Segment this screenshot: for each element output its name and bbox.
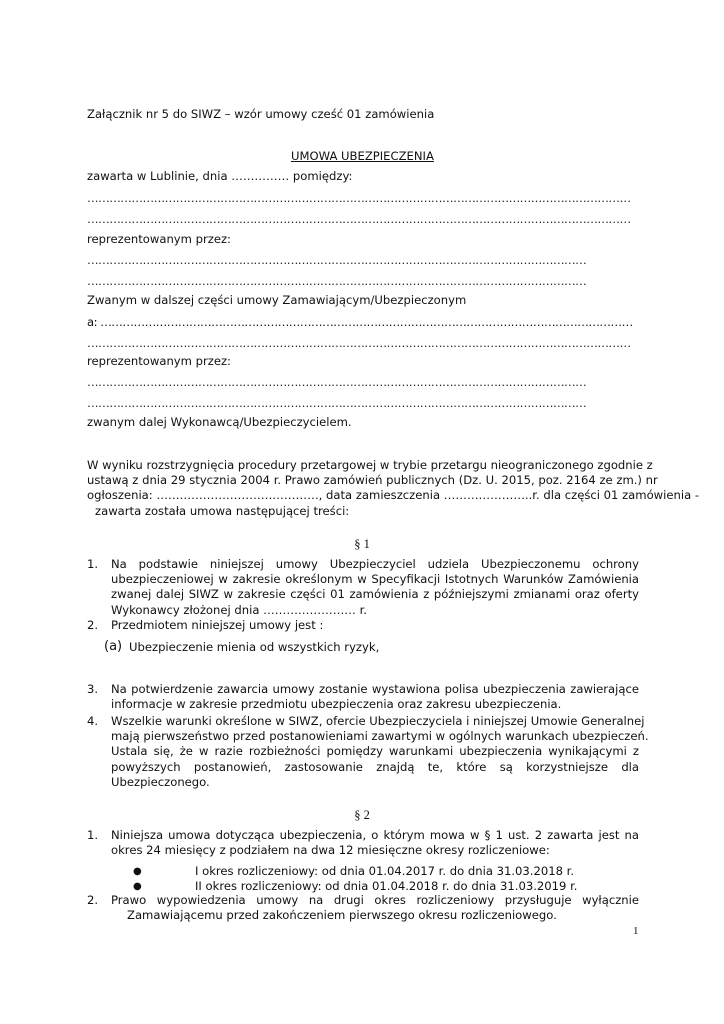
intro-line: ustawą z dnia 29 stycznia 2004 r. Prawo zamówień publicznych (Dz. U. 2015, poz. 2164 ze zm.) nr <box>87 473 658 488</box>
party2-address-blank: ………………………………………………………………………………………………………………………………… <box>87 336 631 350</box>
paragraph-line: ubezpieczeniowej w zakresie określonym w Specyfikacji Istotnych Warunków Zamówienia <box>111 572 639 587</box>
ordering-party-definition: Zwanym w dalszej części umowy Zamawiającym/Ubezpieczonym <box>87 293 467 307</box>
representative2-blank: ……………………………………………………………………………………………………………………… <box>87 274 587 288</box>
party2-name-blank: a: ……………………………………………………………………………………………………………………………… <box>87 315 633 329</box>
party1-name-blank: ………………………………………………………………………………………………………………………………… <box>87 191 631 205</box>
paragraph-line: Ustala się, że w razie rozbieżności pomiędzy warunkami ubezpieczenia wynikającymi z <box>111 744 639 759</box>
settlement-period-1: I okres rozliczeniowy: od dnia 01.04.2017 r. do dnia 31.03.2018 r. <box>195 864 575 878</box>
paragraph-line: informacje w zakresie przedmiotu ubezpieczenia oraz zakresu ubezpieczenia. <box>111 697 562 712</box>
paragraph-line: Prawo wypowiedzenia umowy na drugi okres rozliczeniowy przysługuje wyłącznie <box>111 893 639 907</box>
paragraph-line: Wszelkie warunki określone w SIWZ, ofercie Ubezpieczyciela i niniejszej Umowie Generalnej <box>111 714 645 728</box>
s1-p3-number: 3. <box>87 682 99 696</box>
s1-p2a-label: (a) <box>104 639 123 654</box>
s1-p1-number: 1. <box>87 557 99 571</box>
represented-label-2: reprezentowanym przez: <box>87 354 231 368</box>
paragraph-line: zwanej dalej SIWZ w zakresie części 01 zamówienia z późniejszymi zmianami oraz oferty <box>111 587 639 602</box>
s1-p2-number: 2. <box>87 618 99 632</box>
section-2-mark: § 2 <box>354 808 370 822</box>
representative1-blank: ……………………………………………………………………………………………………………………… <box>87 253 587 267</box>
contract-title: UMOWA UBEZPIECZENIA <box>291 149 434 163</box>
paragraph-line: Wykonawcy złożonej dnia …………………… r. <box>111 602 367 617</box>
representative3-blank: ……………………………………………………………………………………………………………………… <box>87 375 587 389</box>
s1-p4-number: 4. <box>87 714 99 728</box>
attachment-header: Załącznik nr 5 do SIWZ – wzór umowy cześć 01 zamówienia <box>87 107 435 121</box>
s1-p2a-text: Ubezpieczenie mienia od wszystkich ryzyk, <box>129 640 380 654</box>
section-1-mark: § 1 <box>354 537 370 551</box>
paragraph-line: okres 24 miesięcy z podziałem na dwa 12 miesięczne okresy rozliczeniowe: <box>111 843 550 858</box>
settlement-period-2: II okres rozliczeniowy: od dnia 01.04.2018 r. do dnia 31.03.2019 r. <box>195 879 578 893</box>
paragraph-line: mają pierwszeństwo przed postanowieniami zawartymi w ogólnych warunkach ubezpieczeń. <box>111 729 649 744</box>
contractor-definition: zwanym dalej Wykonawcą/Ubezpieczycielem. <box>87 415 352 429</box>
intro-paragraph <box>87 458 700 519</box>
represented-label: reprezentowanym przez: <box>87 232 231 246</box>
intro-line: W wyniku rozstrzygnięcia procedury przetargowej w trybie przetargu nieograniczonego zgodnie z <box>87 458 653 472</box>
intro-line: zawarta została umowa następującej treści: <box>95 503 350 518</box>
party1-address-blank: ………………………………………………………………………………………………………………………………… <box>87 212 631 226</box>
paragraph-line: Ubezpieczonego. <box>111 774 210 789</box>
paragraph-line: Zamawiającemu przed zakończeniem pierwszego okresu rozliczeniowego. <box>127 908 557 923</box>
intro-line: ogłoszenia: ……………………………………, data zamieszczenia …………………..r. dla części 01 zamówienia - <box>87 488 700 503</box>
s2-p1-number: 1. <box>87 828 99 842</box>
bullet-icon: ● <box>133 881 142 892</box>
concluded-line: zawarta w Lublinie, dnia …………… pomiędzy: <box>87 169 353 183</box>
paragraph-line: Na podstawie niniejszej umowy Ubezpieczyciel udziela Ubezpieczonemu ochrony <box>111 557 639 571</box>
s1-p4-text <box>111 714 649 790</box>
s2-p1-text <box>111 828 639 858</box>
paragraph-line: Niniejsza umowa dotycząca ubezpieczenia, o którym mowa w § 1 ust. 2 zawarta jest na <box>111 828 639 842</box>
s2-p2-text <box>111 893 639 923</box>
s1-p1-text <box>111 557 639 618</box>
s1-p3-text <box>111 682 639 712</box>
representative4-blank: ……………………………………………………………………………………………………………………… <box>87 396 587 410</box>
s2-p2-number: 2. <box>87 893 99 907</box>
paragraph-line: powyższych postanowień, zastosowanie znajdą te, które są korzystniejsze dla <box>111 759 639 774</box>
bullet-icon: ● <box>133 866 142 877</box>
s1-p2-text: Przedmiotem niniejszej umowy jest : <box>111 618 324 632</box>
paragraph-line: Na potwierdzenie zawarcia umowy zostanie wystawiona polisa ubezpieczenia zawierające <box>111 682 639 696</box>
page-number: 1 <box>633 925 639 937</box>
